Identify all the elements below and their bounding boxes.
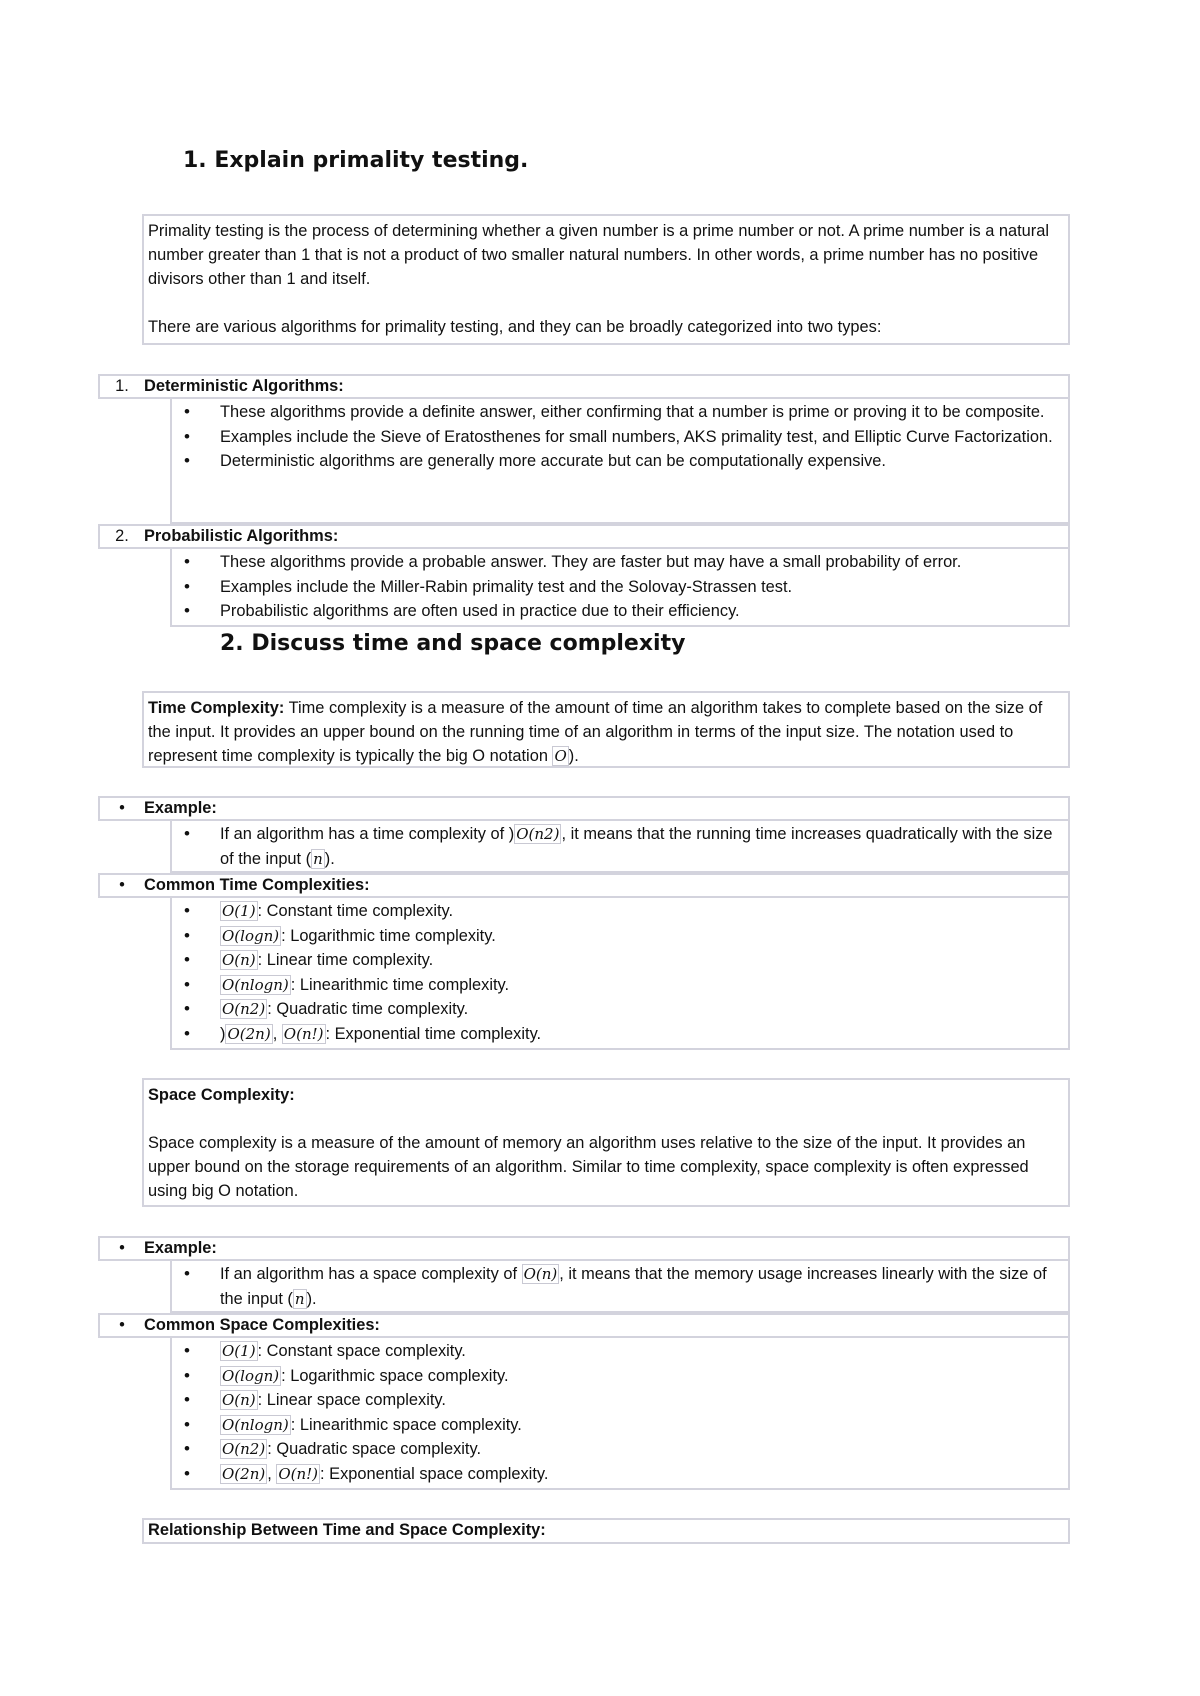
complexity-math: O(n) (222, 951, 256, 969)
complexity-math: O(1) (222, 1342, 256, 1360)
complexity-description: : Logarithmic space complexity. (281, 1366, 509, 1385)
time-example-row (98, 796, 1070, 821)
bullet-marker: • (119, 1316, 125, 1334)
complexity-math: O(logn) (222, 926, 280, 945)
complexity-math: O(n) (222, 1391, 256, 1409)
time-complexity-text: Time complexity is a measure of the amount of time an algorithm takes to complete based on the size of the input. It provides an upper bound on the running time of an algorithm in terms of the input size. The notation used to represent time complexity is typically the big O notation (148, 699, 1043, 765)
big-o-math: O (554, 747, 567, 765)
time-example-sublist (170, 821, 1070, 873)
space-complexity-text: Space complexity is a measure of the amount of memory an algorithm uses relative to the size of the input. It provides an upper bound on the storage requirements of an algorithm. Similar to time complexity, space complexity is often expressed using big O notation. (148, 1134, 1029, 1200)
complexity-description: : Exponential space complexity. (320, 1464, 549, 1483)
list-item: • Probabilistic algorithms are often used in practice due to their efficiency. (172, 599, 1068, 624)
list-item (172, 899, 1068, 924)
list-item (172, 1364, 1068, 1389)
list-marker: 2. (115, 527, 129, 545)
space-complexity-box (142, 1078, 1070, 1207)
time-complexity-box (142, 691, 1070, 768)
example-text: ). (324, 849, 335, 868)
complexity-math: O(logn) (222, 1366, 280, 1385)
space-example-row (98, 1236, 1070, 1261)
list-item (172, 1437, 1068, 1462)
common-space-label: Common Space Complexities: (144, 1316, 380, 1334)
common-time-sublist (170, 898, 1070, 1050)
complexity-description: : Exponential time complexity. (325, 1024, 542, 1043)
example-text: , it means that the running time increases quadratically with the size of the input ( (220, 825, 1053, 868)
probabilistic-sublist (170, 549, 1070, 627)
common-space-row (98, 1313, 1070, 1338)
complexity-prefix: ) (220, 1024, 226, 1043)
common-time-row (98, 873, 1070, 898)
complexity-description: : Logarithmic time complexity. (281, 926, 496, 945)
list-item-probabilistic (98, 524, 1070, 549)
bullet-marker: • (119, 1239, 125, 1257)
primality-intro-box (142, 214, 1070, 345)
time-example-label: Example: (144, 799, 217, 817)
complexity-description: : Quadratic space complexity. (267, 1440, 481, 1458)
complexity-math: O(n2) (516, 825, 560, 843)
deterministic-sublist (170, 399, 1070, 524)
list-item (172, 924, 1068, 949)
list-item (172, 1339, 1068, 1364)
probabilistic-label: Probabilistic Algorithms: (144, 527, 339, 545)
example-text: ). (306, 1289, 317, 1308)
list-item: • ) O(2n) , O(n!) : Exponential time complexity. (172, 1022, 1068, 1047)
complexity-math: O(n2) (222, 1440, 266, 1458)
complexity-description: : Constant space complexity. (257, 1342, 466, 1360)
example-text: If an algorithm has a time complexity of ) (220, 825, 515, 843)
section-1-heading: 1. Explain primality testing. (183, 148, 529, 173)
complexity-description: : Quadratic time complexity. (267, 1000, 469, 1018)
list-item (172, 948, 1068, 973)
deterministic-label: Deterministic Algorithms: (144, 377, 344, 395)
space-example-label: Example: (144, 1239, 217, 1257)
time-complexity-title: Time Complexity: (148, 699, 285, 717)
n-math: n (294, 1289, 305, 1308)
complexity-math: O(nlogn) (222, 975, 289, 994)
bullet-marker: • (119, 876, 125, 894)
section-2-heading: 2. Discuss time and space complexity (220, 631, 686, 656)
bullet-marker: • (119, 799, 125, 817)
complexity-math: O(n!) (278, 1464, 319, 1483)
list-marker: 1. (115, 377, 129, 395)
relationship-title: Relationship Between Time and Space Complexity: (148, 1521, 546, 1539)
primality-types-paragraph: There are various algorithms for primality testing, and they can be broadly categorized into two types: (148, 318, 882, 336)
complexity-description: : Linearithmic space complexity. (290, 1415, 522, 1434)
complexity-math: O(2n) (227, 1024, 271, 1043)
complexity-math: O(n2) (222, 1000, 266, 1018)
list-item (172, 973, 1068, 998)
list-item (172, 822, 1068, 871)
example-text: If an algorithm has a space complexity of (220, 1265, 522, 1283)
list-item: • O(2n) , O(n!) : Exponential space complexity. (172, 1462, 1068, 1487)
list-item (172, 1262, 1068, 1311)
complexity-math: O(nlogn) (222, 1415, 289, 1434)
list-item (172, 1413, 1068, 1438)
complexity-description: : Linear space complexity. (257, 1391, 446, 1409)
time-complexity-text-end: ). (568, 747, 579, 765)
complexity-description: : Linear time complexity. (257, 951, 434, 969)
example-text: , it means that the memory usage increases linearly with the size of the input ( (220, 1265, 1047, 1308)
complexity-description: : Linearithmic time complexity. (290, 975, 510, 994)
common-space-sublist (170, 1338, 1070, 1490)
list-item (172, 1388, 1068, 1413)
space-example-sublist (170, 1261, 1070, 1313)
list-item: • Examples include the Miller-Rabin primality test and the Solovay-Strassen test. (172, 575, 1068, 600)
list-item: • Deterministic algorithms are generally more accurate but can be computationally expensive. (172, 449, 1068, 474)
list-item: • These algorithms provide a probable answer. They are faster but may have a small probability of error. (172, 550, 1068, 575)
list-item (172, 997, 1068, 1022)
common-time-label: Common Time Complexities: (144, 876, 370, 894)
complexity-description: : Constant time complexity. (257, 902, 454, 920)
list-item: • Examples include the Sieve of Eratosthenes for small numbers, AKS primality test, and Elliptic Curve Factorization. (172, 425, 1068, 450)
complexity-math: O(n) (523, 1265, 558, 1283)
list-item: • These algorithms provide a definite answer, either confirming that a number is prime or proving it to be composite. (172, 400, 1068, 425)
complexity-math: O(2n) (222, 1464, 266, 1483)
relationship-title-box (142, 1518, 1070, 1544)
n-math: n (313, 849, 323, 868)
complexity-math: O(1) (222, 902, 256, 920)
primality-intro-paragraph: Primality testing is the process of determining whether a given number is a prime number or not. A prime number is a natural number greater than 1 that is not a product of two smaller natural numbers. In other words, a prime number has no positive divisors other than 1 and itself. (148, 222, 1049, 288)
list-item-deterministic (98, 374, 1070, 399)
complexity-math: O(n!) (283, 1024, 324, 1043)
space-complexity-title: Space Complexity: (148, 1086, 295, 1104)
